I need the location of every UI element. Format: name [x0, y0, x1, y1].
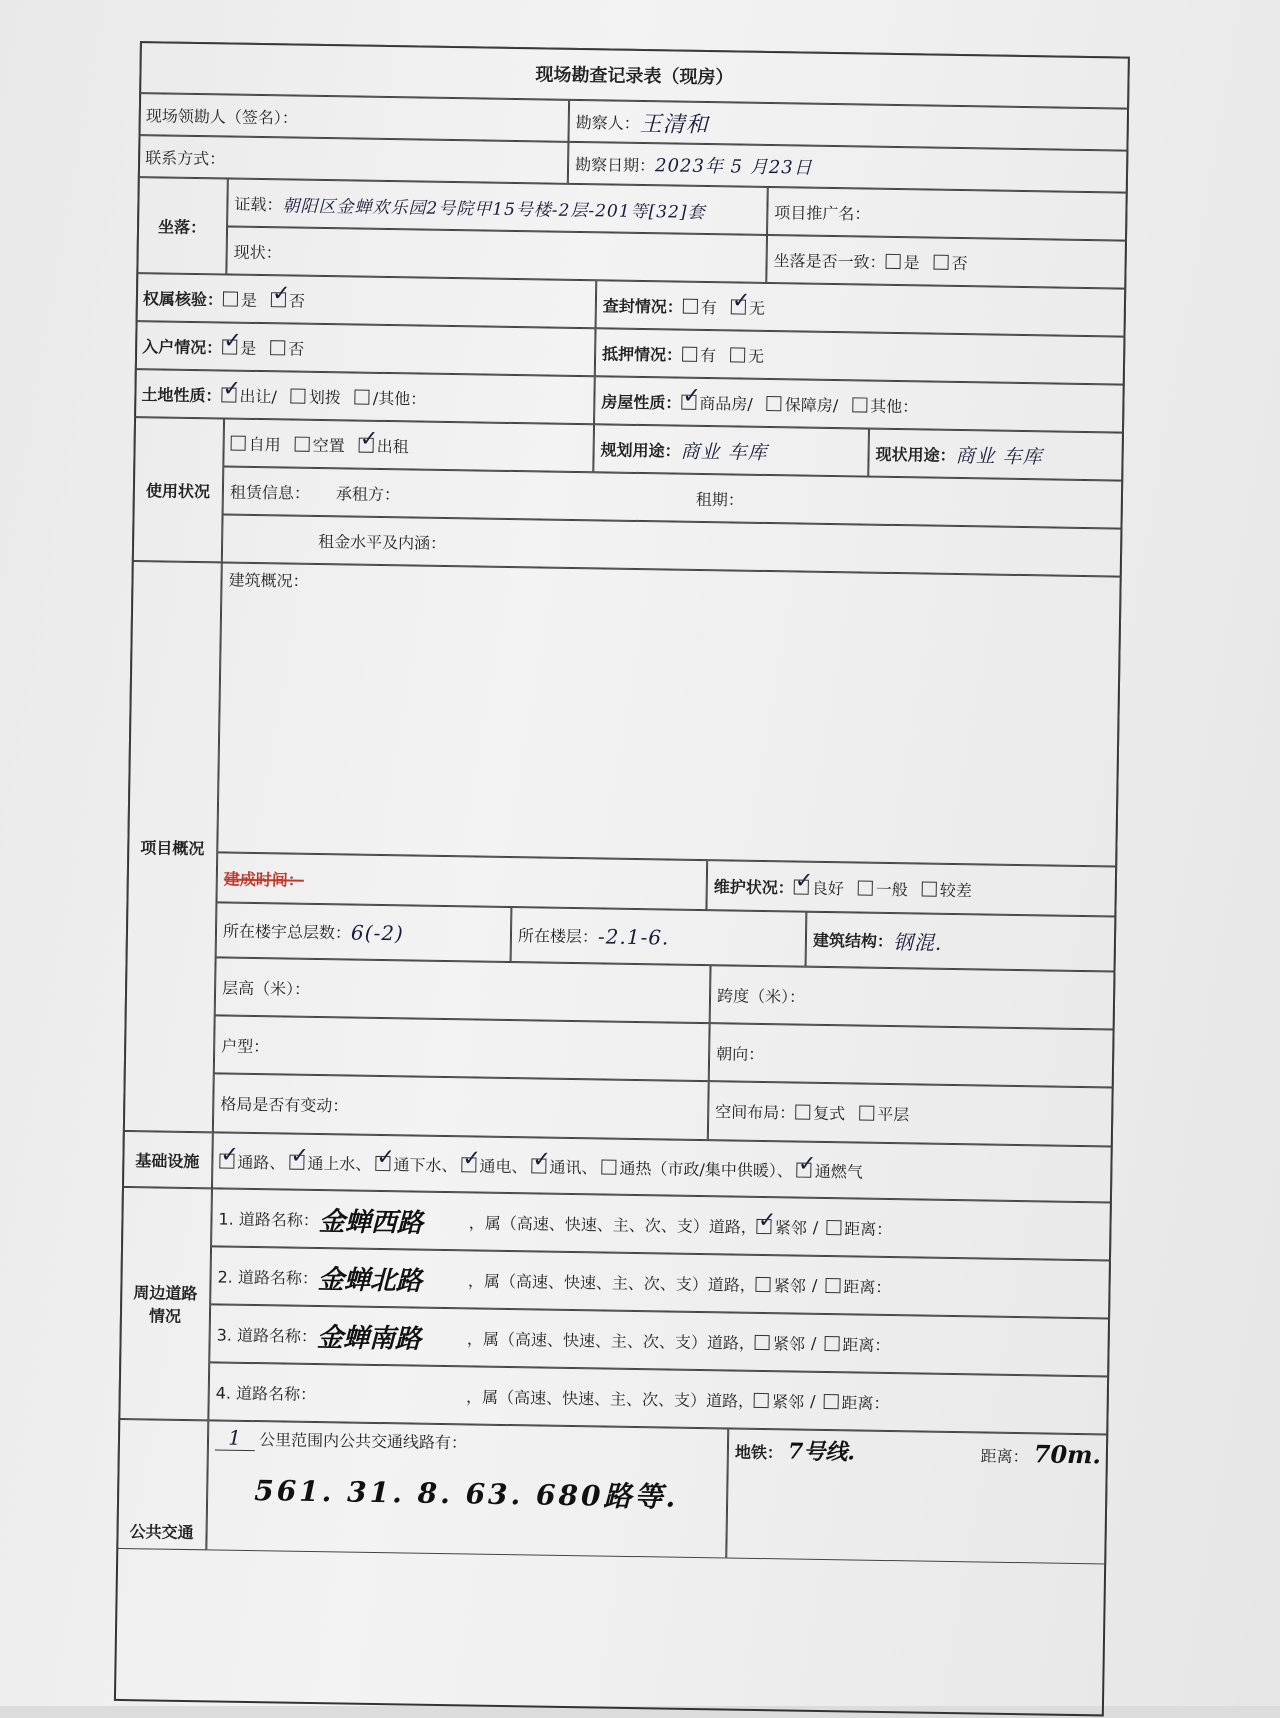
entry-yes-checkbox[interactable] — [222, 339, 237, 354]
date-value: 2023年 5 月23日 — [654, 155, 813, 179]
house-cell — [594, 376, 1125, 432]
road-4-adjacent-label: 紧邻 — [771, 1391, 805, 1412]
transport-section-label: 公共交通 — [116, 1419, 208, 1550]
ownership-yes-checkbox[interactable] — [223, 291, 238, 306]
land-transfer-checkbox[interactable] — [221, 387, 236, 402]
entry-yes-label: 是 — [240, 338, 257, 358]
infra-telecom-label: 通讯、 — [549, 1157, 598, 1177]
cert-value: 朝阳区金蝉欢乐园2号院甲15号楼-2层-201等[32]套 — [282, 195, 706, 223]
mortgage-label: 抵押情况： — [601, 343, 683, 365]
orientation-label: 朝向： — [716, 1043, 765, 1064]
road-3-prefix: 3. 道路名称： — [216, 1324, 318, 1346]
seal-have-label: 有 — [700, 297, 718, 317]
entry-no-label: 否 — [288, 338, 305, 359]
seal-have-checkbox[interactable] — [683, 298, 698, 313]
structure-label: 建筑结构： — [812, 930, 894, 952]
entry-label: 入户情况： — [142, 336, 223, 357]
consistent-yes-checkbox[interactable] — [886, 253, 901, 268]
bus-cell — [206, 1420, 728, 1558]
consistent-yes-label: 是 — [903, 252, 920, 272]
span-label: 跨度（米）： — [716, 985, 806, 1007]
house-label: 房屋性质： — [601, 391, 682, 413]
land-transfer-label: 出让/ — [239, 386, 278, 406]
subway-cell — [726, 1429, 1108, 1565]
ownership-no-label: 否 — [288, 290, 306, 311]
consistent-label: 坐落是否一致： — [773, 250, 886, 272]
infra-power-checkbox[interactable] — [461, 1157, 476, 1172]
use-self-label: 自用 — [248, 434, 281, 454]
seal-cell — [596, 280, 1127, 336]
mortgage-have-label: 有 — [699, 345, 717, 365]
use-rented-label: 出租 — [376, 436, 409, 456]
infra-road-checkbox[interactable] — [219, 1153, 234, 1168]
infra-gas-label: 通燃气 — [814, 1161, 863, 1182]
infra-heating-label: 通热（市政/集中供暖）、 — [619, 1158, 793, 1180]
use-rented-checkbox[interactable] — [359, 437, 374, 452]
ownership-cell — [136, 273, 597, 328]
maintenance-cell — [706, 860, 1117, 916]
use-vacant-label: 空置 — [312, 435, 345, 455]
land-cell — [134, 369, 595, 424]
road-4-slash: / — [809, 1391, 816, 1411]
bus-radius-value: 1 — [215, 1425, 255, 1451]
road-2-adjacent-label: 紧邻 — [773, 1275, 807, 1296]
survey-form — [44, 40, 1230, 1718]
cert-cell — [227, 178, 768, 234]
status-cell — [226, 226, 767, 282]
structure-value: 钢混. — [892, 930, 943, 955]
maint-good-checkbox[interactable] — [794, 879, 809, 894]
lessee-label: 承租方： — [335, 483, 401, 504]
land-allocation-checkbox[interactable] — [291, 388, 306, 403]
road-2-slash: / — [811, 1275, 818, 1295]
road-4-distance-checkbox[interactable] — [823, 1394, 838, 1409]
road-3-distance-checkbox[interactable] — [824, 1336, 839, 1351]
built-time-cell — [216, 852, 707, 910]
floor-label: 所在楼层： — [517, 926, 599, 947]
planned-use-label: 规划用途： — [600, 439, 681, 461]
ownership-label: 权属核验： — [142, 288, 224, 309]
road-1-slash: / — [812, 1217, 819, 1237]
infra-heating-checkbox[interactable] — [601, 1159, 616, 1174]
promo-name-cell — [767, 187, 1128, 241]
land-other-label: /其他： — [372, 388, 427, 409]
seal-none-checkbox[interactable] — [731, 299, 746, 314]
infra-section-label: 基础设施 — [122, 1131, 213, 1188]
floor-cell — [511, 907, 807, 967]
land-allocation-label: 划拨 — [308, 387, 342, 407]
mortgage-none-checkbox[interactable] — [730, 347, 745, 362]
maint-normal-label: 一般 — [875, 879, 908, 899]
road-3-adjacent-label: 紧邻 — [772, 1333, 806, 1354]
road-4-type: ，属（高速、快速、主、次、支）道路， — [465, 1386, 755, 1411]
surveyor-label: 勘察人： — [575, 112, 640, 133]
road-3-name: 金蝉南路 — [316, 1322, 422, 1355]
contact-label: 联系方式： — [145, 147, 226, 168]
building-overview-label: 建筑概况： — [228, 570, 309, 591]
planned-use-value: 商业 车库 — [680, 440, 768, 464]
infra-drainage-checkbox[interactable] — [375, 1155, 390, 1170]
house-affordable-checkbox[interactable] — [767, 395, 782, 410]
consistent-no-checkbox[interactable] — [934, 254, 949, 269]
unit-type-cell — [214, 1015, 710, 1081]
planned-use-cell — [593, 424, 869, 476]
contact-cell — [138, 135, 569, 184]
project-section-label: 项目概况 — [123, 561, 222, 1132]
bus-lines-value: 561. 31. 8. 63. 680路等. — [253, 1474, 679, 1514]
status-label: 现状： — [233, 242, 282, 262]
use-options-cell — [223, 418, 594, 472]
road-1-prefix: 1. 道路名称： — [218, 1208, 320, 1230]
seal-none-label: 无 — [748, 298, 766, 318]
maint-good-label: 良好 — [811, 878, 844, 898]
height-label: 层高（米）： — [221, 978, 311, 999]
road-2-distance-label: 距离： — [843, 1276, 892, 1297]
total-floors-value: 6(-2) — [350, 920, 405, 945]
cert-label: 证载： — [234, 194, 283, 214]
subway-distance-value: 70m. — [1033, 1439, 1102, 1470]
road-4-name — [316, 1393, 466, 1395]
maint-poor-checkbox[interactable] — [922, 881, 937, 896]
current-use-value: 商业 车库 — [955, 444, 1043, 468]
subway-label: 地铁： — [734, 1442, 784, 1463]
house-affordable-label: 保障房/ — [784, 394, 839, 415]
house-other-checkbox[interactable] — [852, 397, 867, 412]
date-label: 勘察日期： — [574, 154, 656, 175]
mortgage-none-label: 无 — [748, 346, 765, 366]
road-3-slash: / — [810, 1333, 817, 1353]
maint-poor-label: 较差 — [939, 880, 972, 900]
form-title: 现场勘查记录表（现房） — [139, 41, 1130, 109]
road-2-adjacent-checkbox[interactable] — [756, 1276, 771, 1291]
height-cell — [215, 957, 711, 1023]
mortgage-have-checkbox[interactable] — [682, 346, 697, 361]
space-flat-checkbox[interactable] — [859, 1106, 874, 1121]
road-3-type: ，属（高速、快速、主、次、支）道路， — [466, 1328, 756, 1353]
building-overview-cell — [217, 562, 1121, 866]
lease-term-label: 租期： — [695, 489, 745, 510]
house-other-label: 其他： — [870, 396, 919, 416]
guide-cell — [139, 93, 570, 142]
guide-label: 现场领勘人（签名）： — [145, 105, 298, 128]
space-duplex-label: 复式 — [813, 1103, 846, 1124]
land-label: 土地性质： — [141, 384, 222, 405]
space-layout-label: 空间布局： — [715, 1102, 796, 1123]
use-vacant-checkbox[interactable] — [295, 436, 310, 451]
road-2-name: 金蝉北路 — [317, 1264, 423, 1297]
roads-section-label: 周边道路情况 — [118, 1187, 212, 1420]
road-2-distance-checkbox[interactable] — [825, 1278, 840, 1293]
lease-label: 租赁信息： — [229, 482, 311, 503]
road-1-name: 金蝉西路 — [318, 1206, 424, 1239]
road-4-prefix: 4. 道路名称： — [215, 1382, 317, 1404]
infra-power-label: 通电、 — [479, 1156, 528, 1176]
infra-gas-checkbox[interactable] — [797, 1162, 812, 1177]
maintenance-label: 维护状况： — [713, 876, 794, 897]
surveyor-signature: 王清和 — [639, 111, 709, 138]
consistent-no-label: 否 — [951, 253, 968, 273]
entry-cell — [135, 321, 596, 376]
floor-value: -2.1-6. — [597, 923, 670, 950]
infra-water-supply-checkbox[interactable] — [289, 1154, 304, 1169]
road-1-adjacent-checkbox[interactable] — [757, 1218, 772, 1233]
total-floors-label: 所在楼宇总层数： — [222, 921, 352, 943]
subway-distance-label: 距离： — [980, 1446, 1029, 1467]
road-2-type: ，属（高速、快速、主、次、支）道路， — [467, 1270, 757, 1295]
road-4-distance-label: 距离： — [841, 1392, 890, 1413]
usage-section-label: 使用状况 — [132, 417, 224, 562]
road-3-distance-label: 距离： — [842, 1334, 891, 1355]
bus-label: 公里范围内公共交通线路有： — [258, 1430, 468, 1453]
entry-no-checkbox[interactable] — [270, 340, 285, 355]
span-cell — [710, 965, 1116, 1029]
infra-water-supply-label: 通上水、 — [307, 1153, 372, 1174]
infra-telecom-checkbox[interactable] — [531, 1158, 546, 1173]
mortgage-cell — [595, 328, 1126, 384]
structure-cell — [806, 912, 1117, 972]
rent-label: 租金水平及内涵： — [318, 531, 447, 553]
land-other-checkbox[interactable] — [355, 389, 370, 404]
total-floors-cell — [216, 902, 512, 962]
road-1-adjacent-label: 紧邻 — [774, 1217, 807, 1238]
road-3-adjacent-checkbox[interactable] — [755, 1334, 770, 1349]
subway-value: 7号线. — [787, 1438, 856, 1466]
road-4-adjacent-checkbox[interactable] — [754, 1392, 769, 1407]
current-use-label: 现状用途： — [875, 444, 956, 465]
house-commercial-label: 商品房/ — [699, 393, 753, 414]
road-2-prefix: 2. 道路名称： — [217, 1266, 319, 1288]
road-1-distance-label: 距离： — [844, 1218, 893, 1239]
unit-type-label: 户型： — [221, 1036, 270, 1056]
location-label: 坐落： — [136, 177, 227, 274]
consistent-cell — [766, 235, 1127, 289]
infra-drainage-label: 通下水、 — [393, 1154, 458, 1175]
space-layout-cell — [708, 1081, 1114, 1146]
use-self-checkbox[interactable] — [231, 435, 246, 450]
infra-road-label: 通路、 — [237, 1152, 286, 1173]
ownership-yes-label: 是 — [240, 290, 258, 310]
promo-name-label: 项目推广名： — [774, 202, 871, 224]
orientation-cell — [709, 1023, 1115, 1087]
built-time-label: 建成时间： — [223, 869, 305, 890]
layout-change-cell — [213, 1073, 709, 1140]
maint-normal-checkbox[interactable] — [858, 880, 873, 895]
space-duplex-checkbox[interactable] — [795, 1105, 810, 1120]
seal-label: 查封情况： — [602, 295, 684, 317]
house-commercial-checkbox[interactable] — [681, 394, 696, 409]
road-1-distance-checkbox[interactable] — [826, 1220, 841, 1235]
ownership-no-checkbox[interactable] — [271, 292, 286, 307]
space-flat-label: 平层 — [877, 1104, 910, 1125]
layout-change-label: 格局是否有变动： — [220, 1094, 349, 1116]
current-use-cell — [868, 429, 1124, 481]
road-1-type: ，属（高速、快速、主、次、支）道路， — [468, 1212, 757, 1237]
